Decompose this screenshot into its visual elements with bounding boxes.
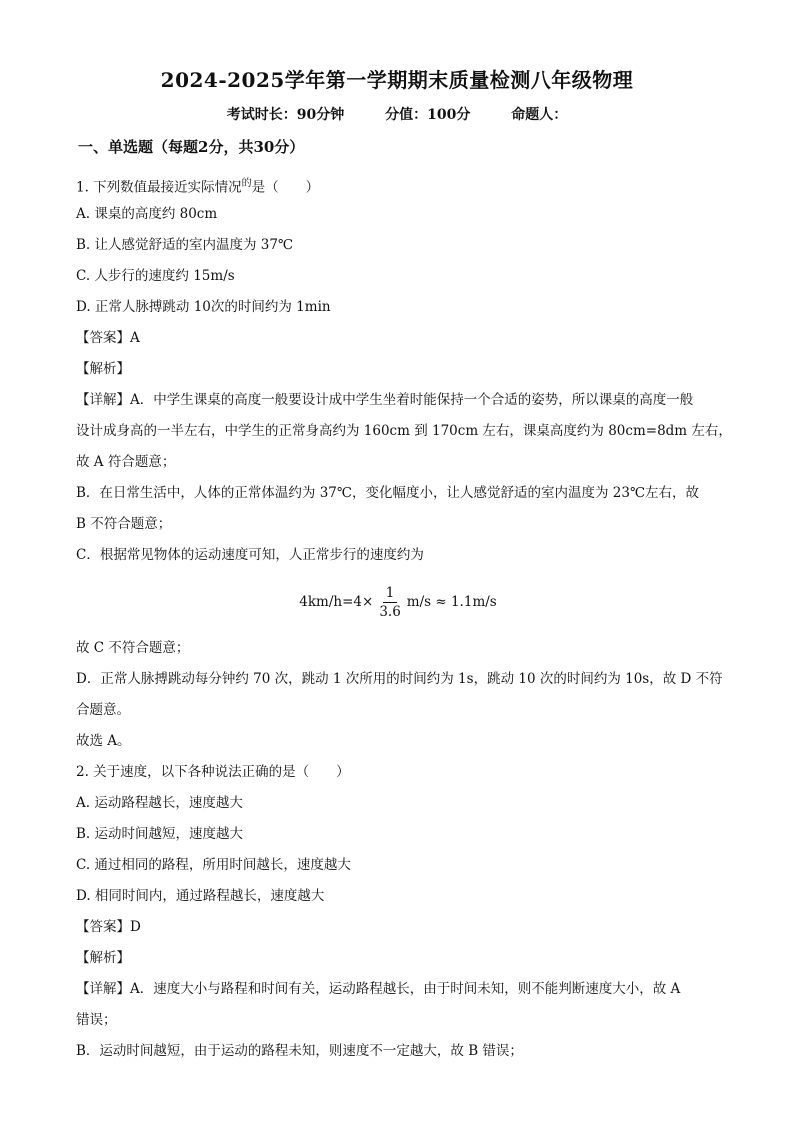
q1-detail-line: 故 A 符合题意； bbox=[76, 454, 176, 470]
exam-meta bbox=[0, 104, 794, 124]
fraction: $\frac{1}{3.6}$ bbox=[379, 584, 401, 620]
section-heading: 一、单选题（每题2分，共30分） bbox=[78, 138, 305, 156]
q1-option-a: A. 课桌的高度约 80cm bbox=[76, 206, 218, 222]
q2-detail-line: 错误； bbox=[76, 1012, 117, 1028]
q1-option-b: B. 让人感觉舒适的室内温度为 37℃ bbox=[76, 237, 294, 253]
q1-detail-line: 合题意。 bbox=[76, 702, 130, 718]
q2-option-d: D. 相同时间内，通过路程越长，速度越大 bbox=[76, 888, 325, 904]
q1-detail-line: C．根据常见物体的运动速度可知，人正常步行的速度约为 bbox=[76, 547, 424, 563]
question-2-stem: 2. 关于速度，以下各种说法正确的是（ ） bbox=[76, 764, 350, 780]
questions bbox=[76, 168, 732, 1067]
q1-detail-line: 设计成身高的一半左右，中学生的正常身高约为 160cm 到 170cm 左右，课桌高度约为 80cm=8dm 左右， bbox=[76, 423, 732, 439]
q1-detail-line: 故 C 不符合题意； bbox=[76, 640, 190, 656]
q1-option-c: C. 人步行的速度约 15m/s bbox=[76, 268, 235, 284]
q2-detail-line: B．运动时间越短，由于运动的路程未知，则速度不一定越大，故 B 错误； bbox=[76, 1043, 523, 1059]
q2-analysis-label: 【解析】 bbox=[76, 950, 130, 966]
speed-formula: 4km/h=4× $\frac{1}{3.6}$ m/s ≈ 1.1m/s bbox=[299, 584, 497, 620]
q1-detail-line: B．在日常生活中，人体的正常体温约为 37℃，变化幅度小，让人感觉舒适的室内温度为 23℃左右，故 bbox=[76, 485, 700, 501]
q2-option-c: C. 通过相同的路程，所用时间越长，速度越大 bbox=[76, 857, 351, 873]
exam-author: 命题人： bbox=[511, 107, 568, 123]
q2-detail-line: 【详解】A．速度大小与路程和时间有关，运动路程越长，由于时间未知，则不能判断速度大小，故 A bbox=[76, 981, 681, 997]
q1-detail-line: 故选 A。 bbox=[76, 733, 131, 749]
q1-option-d: D. 正常人脉搏跳动 10次的时间约为 1min bbox=[76, 299, 331, 315]
exam-duration: 考试时长：90分钟 bbox=[226, 107, 345, 123]
q1-detail-line: D．正常人脉搏跳动每分钟约 70 次，跳动 1 次所用的时间约为 1s，跳动 10 次的时间约为 10s，故 D 不符 bbox=[76, 671, 723, 687]
q1-answer: 【答案】A bbox=[76, 330, 140, 346]
question-1-stem: 1. 下列数值最接近实际情况$^的$是（ ） bbox=[76, 178, 320, 196]
q2-answer: 【答案】D bbox=[76, 919, 141, 935]
q1-analysis-label: 【解析】 bbox=[76, 361, 130, 377]
q2-option-a: A. 运动路程越长，速度越大 bbox=[76, 795, 243, 811]
q2-option-b: B. 运动时间越短，速度越大 bbox=[76, 826, 244, 842]
exam-score: 分值：100分 bbox=[385, 107, 471, 123]
page-title: 2024-2025学年第一学期期末质量检测八年级物理 bbox=[160, 68, 634, 92]
q1-detail-line: 【详解】A．中学生课桌的高度一般要设计成中学生坐着时能保持一个合适的姿势，所以课桌的高度一般 bbox=[76, 392, 694, 408]
q1-detail-line: B 不符合题意； bbox=[76, 516, 172, 532]
